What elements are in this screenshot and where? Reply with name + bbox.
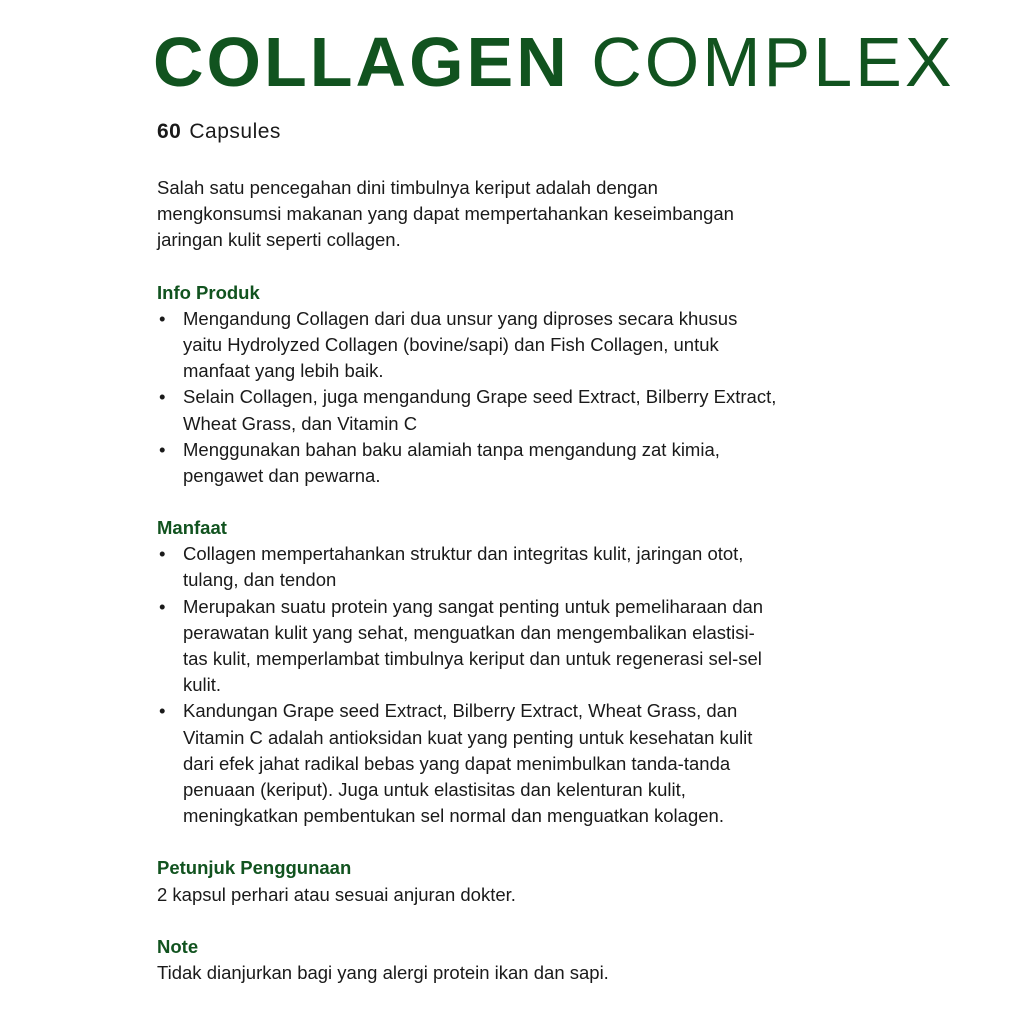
- bullet-icon: •: [159, 543, 166, 565]
- bullet-icon: •: [159, 700, 166, 722]
- text-line: mengkonsumsi makanan yang dapat mempertahankan keseimbangan: [157, 203, 734, 225]
- bullet-icon: •: [159, 595, 166, 617]
- text-line: Salah satu pencegahan dini timbulnya keriput adalah dengan: [157, 177, 658, 198]
- text-line: Menggunakan bahan baku alamiah tanpa mengandung zat kimia,: [183, 438, 720, 460]
- description: [157, 175, 877, 986]
- section-petunjuk: [157, 855, 877, 907]
- text-line: Kandungan Grape seed Extract, Bilberry Extract, Wheat Grass, dan: [183, 700, 738, 722]
- section-manfaat: [157, 515, 877, 829]
- text-line: Collagen mempertahankan struktur dan integritas kulit, jaringan otot,: [183, 543, 744, 565]
- text-line: Vitamin C adalah antioksidan kuat yang penting untuk kesehatan kulit: [183, 726, 753, 748]
- text-line: Merupakan suatu protein yang sangat penting untuk pemeliharaan dan: [183, 595, 764, 617]
- capsule-count: [157, 120, 281, 144]
- text-line: Mengandung Collagen dari dua unsur yang diproses secara khusus: [183, 307, 738, 329]
- bullet-item: [157, 384, 877, 436]
- bullet-item: [157, 437, 877, 489]
- section-note: [157, 934, 877, 986]
- unit: Capsules: [189, 120, 281, 143]
- count: 60: [157, 120, 182, 143]
- text-line: tulang, dan tendon: [183, 569, 337, 591]
- text-line: tas kulit, memperlambat timbulnya keriput dan untuk regenerasi sel-sel: [183, 648, 762, 670]
- text-line: Wheat Grass, dan Vitamin C: [183, 412, 418, 434]
- bullet-icon: •: [159, 307, 166, 329]
- title-light: COMPLEX: [591, 23, 955, 101]
- bullet-item: [157, 306, 877, 385]
- section-heading: Note: [157, 935, 199, 957]
- section-heading: Petunjuk Penggunaan: [157, 857, 352, 879]
- text-line: meningkatkan pembentukan sel normal dan menguatkan kolagen.: [183, 805, 724, 827]
- text-line: jaringan kulit seperti collagen.: [157, 229, 401, 251]
- text-line: 2 kapsul perhari atau sesuai anjuran dokter.: [157, 883, 516, 905]
- text-line: penuaan (keriput). Juga untuk elastisitas dan kelenturan kulit,: [183, 778, 686, 800]
- section-heading: Manfaat: [157, 517, 227, 539]
- text-line: Tidak dianjurkan bagi yang alergi protein ikan dan sapi.: [157, 961, 609, 983]
- product-title: [153, 22, 955, 102]
- bullet-item: [157, 594, 877, 699]
- text-line: Selain Collagen, juga mengandung Grape seed Extract, Bilberry Extract,: [183, 386, 777, 408]
- section-heading: Info Produk: [157, 281, 260, 303]
- bullet-icon: •: [159, 438, 166, 460]
- text-line: yaitu Hydrolyzed Collagen (bovine/sapi) dan Fish Collagen, untuk: [183, 333, 719, 355]
- text-line: manfaat yang lebih baik.: [183, 360, 384, 382]
- title-bold: COLLAGEN: [153, 23, 570, 101]
- text-line: kulit.: [183, 674, 222, 696]
- text-line: pengawet dan pewarna.: [183, 464, 381, 486]
- text-line: dari efek jahat radikal bebas yang dapat menimbulkan tanda-tanda: [183, 752, 731, 774]
- bullet-item: [157, 541, 877, 593]
- intro-paragraph: [157, 175, 877, 254]
- text-line: perawatan kulit yang sehat, menguatkan dan mengembalikan elastisi-: [183, 621, 755, 643]
- bullet-item: [157, 698, 877, 829]
- section-info: [157, 280, 877, 490]
- bullet-icon: •: [159, 386, 166, 408]
